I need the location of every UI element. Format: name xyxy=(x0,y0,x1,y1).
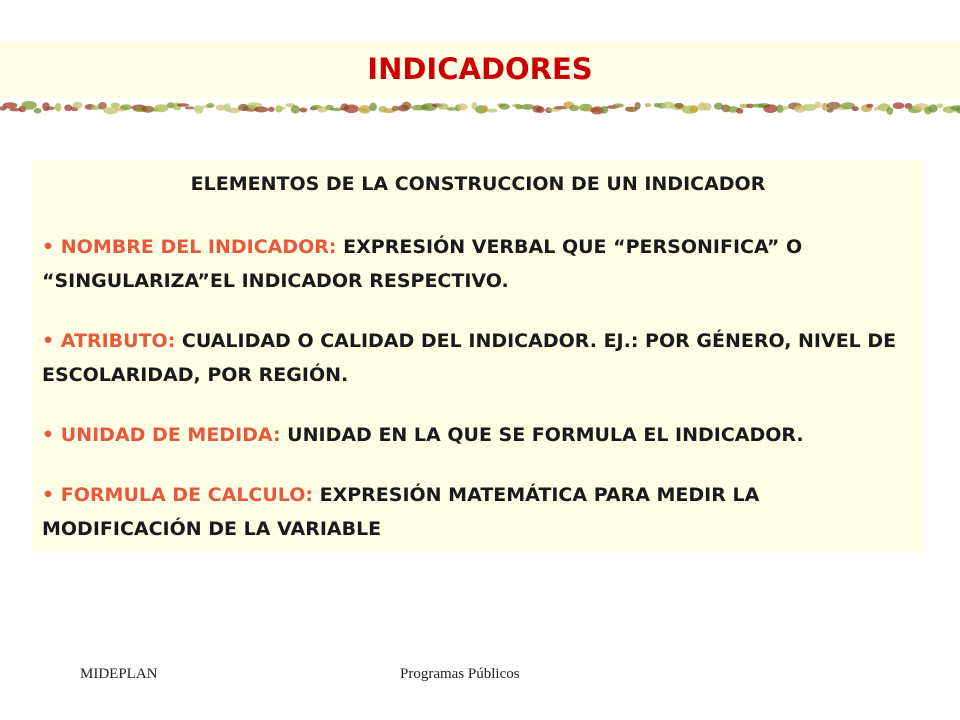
flower-petal xyxy=(64,105,72,112)
flower-petal xyxy=(299,107,307,112)
list-item-unidad xyxy=(42,418,917,452)
flower-petal xyxy=(254,106,268,112)
footer-subject: Programas Públicos xyxy=(400,666,520,682)
flower-petal xyxy=(674,103,683,109)
flower-petal xyxy=(291,105,300,113)
footer-organization: MIDEPLAN xyxy=(80,666,158,682)
item-text: EXPRESIÓN MATEMÁTICA PARA MEDIR LA MODIFICACIÓN DE LA VARIABLE xyxy=(42,484,760,540)
flower-petal xyxy=(369,103,377,112)
flower-petal xyxy=(55,103,62,112)
flower-petal xyxy=(72,102,82,109)
flower-petal xyxy=(893,102,905,109)
flower-petal xyxy=(207,103,215,108)
item-text: EXPRESIÓN VERBAL QUE “PERSONIFICA” O “SINGULARIZA”EL INDICADOR RESPECTIVO. xyxy=(42,236,803,292)
flower-petal xyxy=(21,101,36,110)
list-item-atributo xyxy=(42,324,917,392)
flower-petal xyxy=(886,107,893,115)
flower-petal xyxy=(3,102,18,109)
flower-petal xyxy=(936,104,943,109)
flower-petal xyxy=(268,107,275,112)
flower-petal xyxy=(613,103,624,107)
flower-petal xyxy=(154,104,168,112)
flower-petal xyxy=(645,103,651,107)
flower-petal xyxy=(344,104,359,113)
flower-petal xyxy=(814,102,821,109)
list-item-nombre xyxy=(42,230,917,298)
flower-petal xyxy=(702,103,711,111)
flower-petal xyxy=(120,104,132,110)
item-label: ATRIBUTO: xyxy=(60,330,176,352)
item-label: FORMULA DE CALCULO: xyxy=(60,484,313,506)
flower-petal xyxy=(359,105,371,114)
flower-petal xyxy=(194,105,203,114)
flower-petal xyxy=(34,108,42,114)
element-list xyxy=(42,230,917,572)
flower-petal xyxy=(866,104,873,108)
flower-petal xyxy=(111,103,120,108)
flower-petal xyxy=(690,105,699,113)
decorative-flower-border xyxy=(0,100,960,116)
section-heading: ELEMENTOS DE LA CONSTRUCCION DE UN INDICADOR xyxy=(190,173,766,195)
flower-petal xyxy=(177,103,189,107)
bullet-icon: • xyxy=(42,484,55,506)
flower-petal xyxy=(277,107,286,110)
flower-petal xyxy=(763,104,777,113)
flower-petal xyxy=(185,106,195,109)
bullet-icon: • xyxy=(42,330,55,352)
item-label: UNIDAD DE MEDIDA: xyxy=(60,424,281,446)
slide-title: INDICADORES xyxy=(367,52,593,86)
flower-petal xyxy=(852,106,859,111)
flower-petal xyxy=(536,106,545,113)
flower-petal xyxy=(46,106,55,110)
list-item-formula xyxy=(42,478,917,546)
item-text: UNIDAD EN LA QUE SE FORMULA EL INDICADOR. xyxy=(280,424,804,446)
flower-petal xyxy=(635,102,641,109)
flower-petal xyxy=(499,103,510,109)
flower-petal xyxy=(782,106,789,110)
flower-petal xyxy=(402,102,412,111)
flower-petal xyxy=(736,108,743,114)
flower-petal xyxy=(520,104,534,110)
item-label: NOMBRE DEL INDICADOR: xyxy=(60,236,337,258)
item-text: CUALIDAD O CALIDAD DEL INDICADOR. EJ.: POR GÉNERO, NIVEL DE ESCOLARIDAD, POR REGIÓN. xyxy=(42,330,897,386)
bullet-icon: • xyxy=(42,236,55,258)
flower-petal xyxy=(569,105,579,111)
flower-petal xyxy=(486,109,498,113)
flower-petal xyxy=(457,103,467,110)
bullet-icon: • xyxy=(42,424,55,446)
